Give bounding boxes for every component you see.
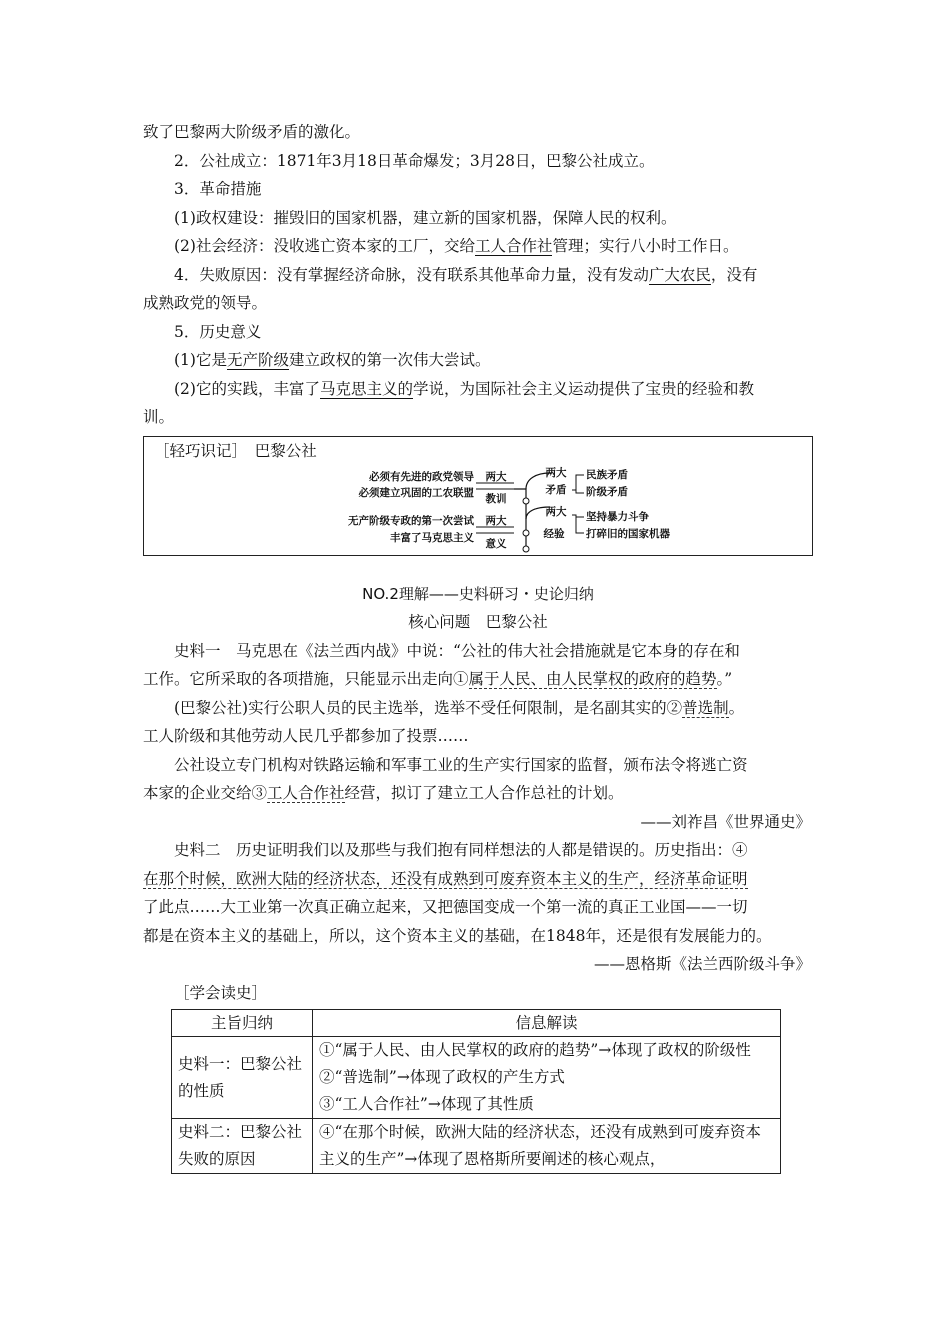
info-table <box>171 1009 781 1174</box>
text-span: (1)它是 <box>174 351 227 369</box>
text-line <box>143 232 813 261</box>
map-text: 必须有先进的政党领导 <box>369 470 474 483</box>
cell-text: ②“普选制”→体现了政权的产生方式 <box>319 1068 565 1086</box>
text-line: 都是在资本主义的基础上，所以，这个资本主义的基础，在1848年，还是很有发展能力的。 <box>143 926 772 945</box>
text-line: 工人阶级和其他劳动人民几乎都参加了投票…… <box>143 727 469 745</box>
learn-label: ［学会读史］ <box>174 983 268 1002</box>
text-span: (巴黎公社)实行公职人员的民主选举，选举不受任何限制，是名副其实的② <box>174 698 683 717</box>
underlined-term: 广大农民 <box>648 265 711 284</box>
memory-mind-map <box>314 463 674 553</box>
text-line <box>143 375 813 404</box>
map-text: 民族矛盾 <box>586 468 628 481</box>
map-text: 坚持暴力斗争 <box>586 510 649 523</box>
bracket-line <box>572 475 584 493</box>
text-line: 3．革命措施 <box>174 180 262 198</box>
underlined-term: 属于人民、由人民掌权的政府的趋势 <box>468 670 717 688</box>
map-text: 无产阶级专政的第一次尝试 <box>348 514 474 527</box>
text-line <box>143 865 813 894</box>
map-text: 两大 <box>485 470 507 483</box>
section-subtitle: 核心问题 巴黎公社 <box>408 613 548 631</box>
cell-text: ①“属于人民、由人民掌权的政府的趋势”→体现了政权的阶级性 <box>319 1041 751 1059</box>
underlined-term: 普选制 <box>682 698 729 717</box>
table-cell <box>172 1119 313 1174</box>
text-span: 学说，为国际社会主义运动提供了宝贵的经验和教 <box>412 379 754 398</box>
text-line: 致了巴黎两大阶级矛盾的激化。 <box>143 123 361 141</box>
map-text: 矛盾 <box>545 483 567 496</box>
map-text: 教训 <box>485 492 507 505</box>
table-header-row <box>172 1010 781 1037</box>
text-line: 史料一 马克思在《法兰西内战》中说：“公社的伟大社会措施就是它本身的存在和 <box>174 641 740 660</box>
table-cell <box>313 1119 781 1174</box>
text-line: 公社设立专门机构对铁路运输和军事工业的生产实行国家的监督，颁布法令将逃亡资 <box>174 755 748 774</box>
underlined-term: 在那个时候，欧洲大陆的经济状态，还没有成熟到可废弃资本主义的生产，经济革命证明 <box>143 869 748 888</box>
table-header: 主旨归纳 <box>172 1010 313 1037</box>
table-header: 信息解读 <box>313 1010 781 1037</box>
text-span: (2)它的实践，丰富了 <box>174 379 320 398</box>
text-span: 。” <box>716 670 733 688</box>
underlined-term: 工人合作社 <box>474 237 553 255</box>
text-span: 经营，拟订了建立工人合作总社的计划。 <box>344 784 624 802</box>
document-page <box>143 118 813 1174</box>
map-text: 两大 <box>545 505 567 518</box>
memory-box <box>143 436 813 556</box>
underlined-term: 马克思主义的 <box>319 379 413 398</box>
text-line: (1)政权建设：摧毁旧的国家机器，建立新的国家机器，保障人民的权利。 <box>174 208 677 227</box>
map-text: 阶级矛盾 <box>586 485 628 498</box>
citation: ——刘祚昌《世界通史》 <box>640 812 811 831</box>
text-line: 5．历史意义 <box>174 322 262 341</box>
text-line: 了此点……大工业第一次真正确立起来，又把德国变成一个第一流的真正工业国——一切 <box>143 898 748 916</box>
node-circle <box>523 530 529 536</box>
map-text: 丰富了马克思主义 <box>390 531 474 544</box>
text-line <box>143 665 813 694</box>
cell-text: 史料一：巴黎公社的性质 <box>178 1054 303 1100</box>
map-text: 经验 <box>543 527 565 540</box>
text-span: (2)社会经济：没收逃亡资本家的工厂，交给 <box>174 237 475 255</box>
text-line: 训。 <box>143 408 175 426</box>
text-line <box>143 694 813 723</box>
underlined-term: 无产阶级 <box>226 351 289 369</box>
text-span: 管理；实行八小时工作日。 <box>552 237 739 255</box>
text-line <box>143 261 813 290</box>
underlined-term: 工人合作社 <box>267 784 345 802</box>
text-line: 成熟政党的领导。 <box>143 294 268 312</box>
section-title: NO.2理解——史料研习・史论归纳 <box>362 584 594 603</box>
node-circle <box>523 546 529 552</box>
table-cell <box>313 1037 781 1119</box>
text-line <box>143 346 813 375</box>
cell-text: ③“工人合作社”→体现了其性质 <box>319 1095 534 1113</box>
map-text: 必须建立巩固的工农联盟 <box>358 486 474 499</box>
text-span: 工作。它所采取的各项措施，只能显示出走向① <box>143 670 469 688</box>
map-text: 两大 <box>545 466 567 479</box>
map-text: 打碎旧的国家机器 <box>586 527 670 540</box>
table-row <box>172 1119 781 1174</box>
text-span: 。 <box>728 698 745 717</box>
text-line: 2．公社成立：1871年3月18日革命爆发；3月28日，巴黎公社成立。 <box>174 151 655 170</box>
text-line <box>143 779 813 808</box>
text-span: 4．失败原因：没有掌握经济命脉，没有联系其他革命力量，没有发动 <box>174 265 649 284</box>
text-span: 本家的企业交给③ <box>143 784 268 802</box>
cell-text: 史料二：巴黎公社失败的原因 <box>178 1123 303 1168</box>
node-circle <box>523 498 529 504</box>
text-span: ，没有 <box>710 265 758 284</box>
map-text: 意义 <box>485 537 507 550</box>
table-row <box>172 1037 781 1119</box>
citation: ——恩格斯《法兰西阶级斗争》 <box>593 955 811 973</box>
bracket-line <box>572 515 584 533</box>
text-line: 史料二 历史证明我们以及那些与我们抱有同样想法的人都是错误的。历史指出：④ <box>174 841 748 859</box>
map-text: 两大 <box>485 514 507 527</box>
cell-text: ④“在那个时候，欧洲大陆的经济状态，还没有成熟到可废弃资本主义的生产”→体现了恩格斯所要阐述的核心观点， <box>319 1123 761 1168</box>
memory-title: ［轻巧识记］ 巴黎公社 <box>154 441 317 460</box>
text-span: 建立政权的第一次伟大尝试。 <box>288 351 491 369</box>
table-cell <box>172 1037 313 1119</box>
